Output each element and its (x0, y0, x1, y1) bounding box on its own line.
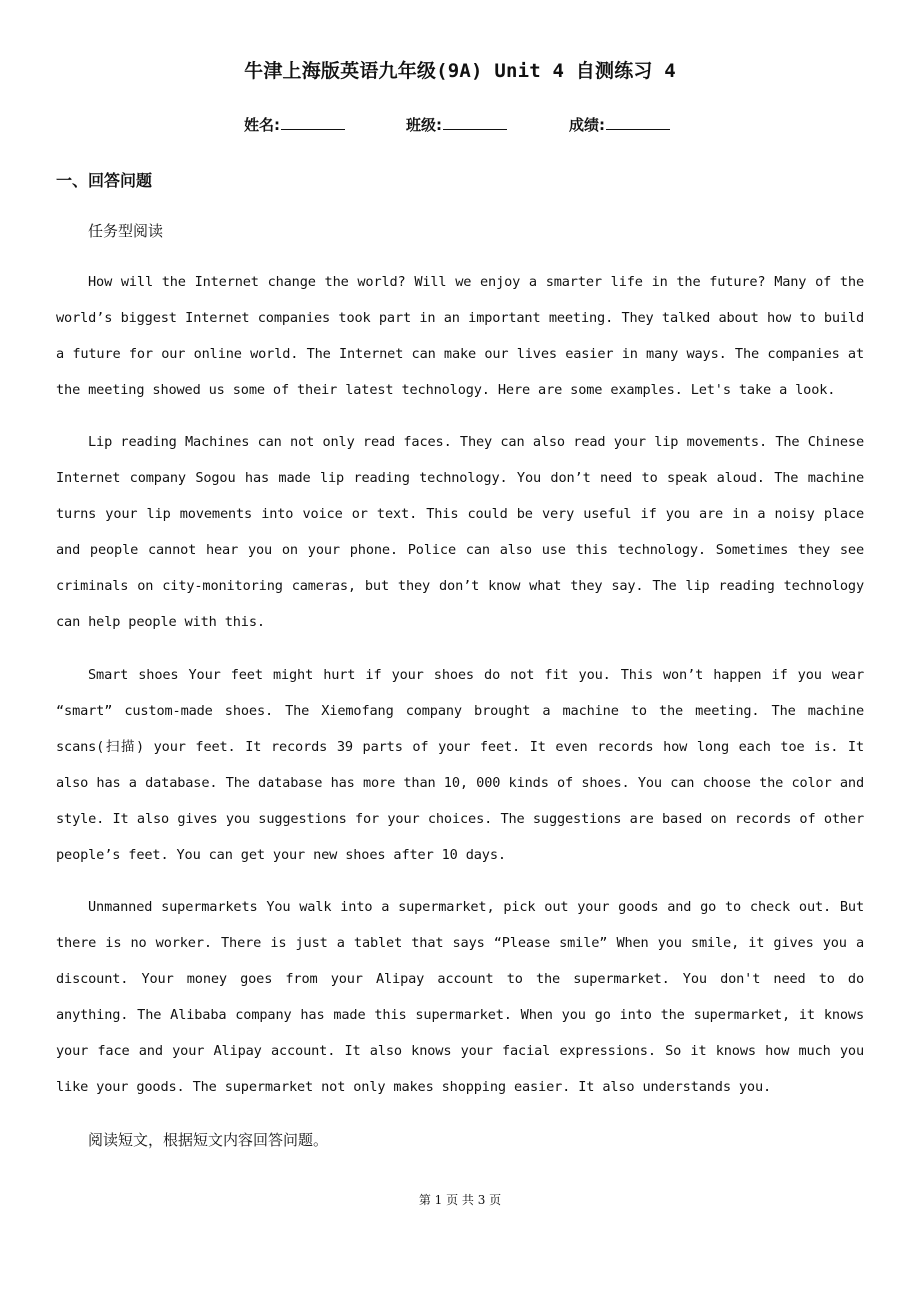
question-instruction: 阅读短文，根据短文内容回答问题。 (88, 1131, 329, 1149)
name-blank (281, 115, 345, 130)
score-field (569, 114, 670, 135)
task-label: 任务型阅读 (88, 222, 164, 240)
reading-paragraph-intro: How will the Internet change the world? Will we enjoy a smarter life in the future? Many of the world’s biggest Internet companies took part in an important meeting. They talked about how to build a future for our online world. The Internet can make our lives easier in many ways. The companies at the meeting showed us some of their latest technology. Here are some examples. Let's take a look. (56, 274, 864, 398)
class-blank (443, 115, 507, 130)
page-number-label: 第 1 页 共 3 页 (418, 1193, 502, 1207)
reading-paragraph-smart-shoes: Smart shoes Your feet might hurt if your shoes do not fit you. This won’t happen if you wear “smart” custom-made shoes. The Xiemofang company brought a machine to the meeting. The machine scans(扫描) your feet. It records 39 parts of your feet. It even records how long each toe is. It also has a database. The database has more than 10, 000 kinds of shoes. You can choose the color and style. It also gives you suggestions for your choices. The suggestions are based on records of other people’s feet. You can get your new shoes after 10 days. (56, 667, 864, 863)
section-heading: 一、回答问题 (56, 171, 153, 190)
reading-paragraph-unmanned-supermarkets: Unmanned supermarkets You walk into a supermarket, pick out your goods and go to check out. But there is no worker. There is just a tablet that says “Please smile” When you smile, it gives you a discount. Your money goes from your Alipay account to the supermarket. You don't need to do anything. The Alibaba company has made this supermarket. When you go into the supermarket, it knows your face and your Alipay account. It also knows your facial expressions. So it knows how much you like your goods. The supermarket not only makes shopping easier. It also understands you. (56, 899, 864, 1095)
name-label: 姓名: (244, 116, 280, 134)
class-label: 班级: (406, 116, 442, 134)
reading-paragraph-lip-reading: Lip reading Machines can not only read faces. They can also read your lip movements. The Chinese Internet company Sogou has made lip reading technology. You don’t need to speak aloud. The machine turns your lip movements into voice or text. This could be very useful if you are in a noisy place and people cannot hear you on your phone. Police can also use this technology. Sometimes they see criminals on city-monitoring cameras, but they don’t know what they say. The lip reading technology can help people with this. (56, 434, 864, 630)
score-label: 成绩: (569, 116, 605, 134)
page-footer (0, 1191, 920, 1208)
class-field (406, 114, 507, 135)
student-info-row (0, 114, 920, 138)
score-blank (606, 115, 670, 130)
document-title: 牛津上海版英语九年级(9A) Unit 4 自测练习 4 (244, 60, 676, 82)
name-field (244, 114, 345, 135)
